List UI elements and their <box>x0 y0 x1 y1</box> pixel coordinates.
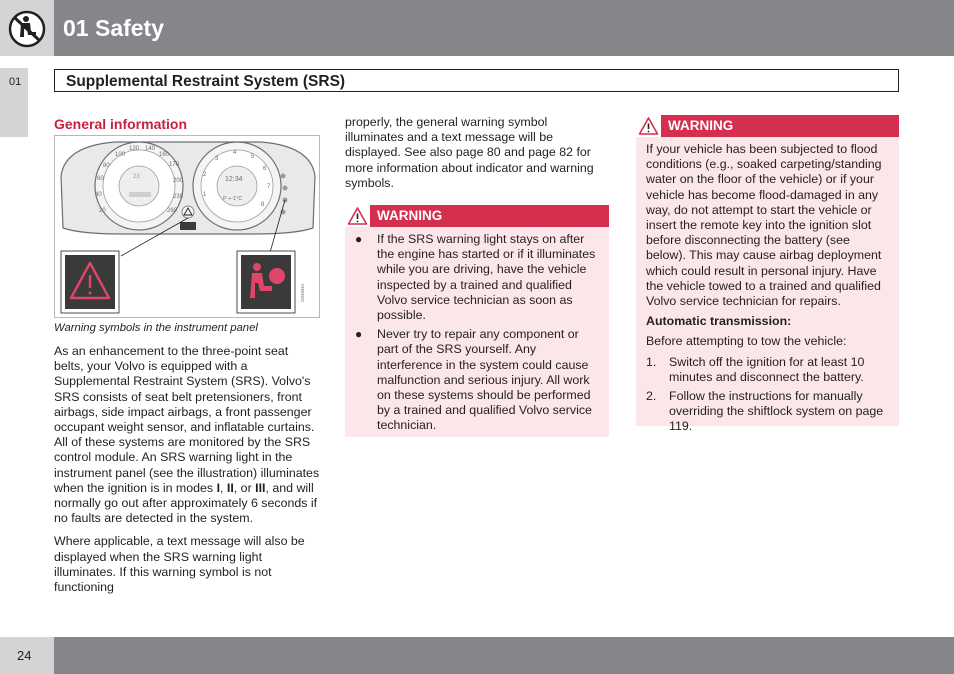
svg-text:170: 170 <box>169 162 180 168</box>
svg-text:3: 3 <box>215 156 219 162</box>
svg-text:60: 60 <box>97 176 104 182</box>
warning-triangle-icon <box>61 251 119 313</box>
svg-text:7: 7 <box>267 184 271 190</box>
svg-text:100: 100 <box>115 152 126 158</box>
header-bar <box>54 0 954 56</box>
svg-text:1: 1 <box>203 192 207 198</box>
warning-box <box>636 115 899 434</box>
svg-text:160: 160 <box>159 152 170 158</box>
page-title: 01 Safety <box>63 15 165 41</box>
warning-bullet-list <box>345 227 609 434</box>
svg-text:140: 140 <box>145 146 156 152</box>
svg-text:200: 200 <box>173 178 184 184</box>
page-number: 24 <box>17 648 32 663</box>
header-icon-area <box>0 0 54 56</box>
svg-text:80: 80 <box>103 163 110 169</box>
list-item: ● Never try to repair any component or part of the SRS yourself. Any interference in the system could cause malfunction and serious injury. All work on these systems should be performed by a trained and qualified Volvo service technician. <box>355 327 592 433</box>
section-header <box>54 69 899 92</box>
warning-header <box>636 115 899 137</box>
figure-caption: Warning symbols in the instrument panel <box>54 322 258 334</box>
warning-triangle-icon <box>638 116 659 136</box>
svg-text:230: 230 <box>173 194 184 200</box>
column-1-body <box>54 344 320 603</box>
svg-text:P +-1°C: P +-1°C <box>223 196 243 202</box>
numbered-list <box>646 355 890 435</box>
section-title: Supplemental Restraint System (SRS) <box>66 73 346 90</box>
list-item: 2. Follow the instructions for manually overriding the shiftlock system on page 119. <box>646 389 884 434</box>
svg-text:12:34: 12:34 <box>225 176 243 183</box>
warning-label: WARNING <box>377 208 443 223</box>
warning-triangle-icon <box>347 206 368 226</box>
warning-intro: Before attempting to tow the vehicle: <box>646 334 847 349</box>
svg-text:23: 23 <box>133 174 140 180</box>
svg-text:6: 6 <box>263 166 267 172</box>
body-paragraph: Where applicable, a text message will also be displayed when the SRS warning light illuminates. If this warning symbol is not functioning <box>54 534 305 595</box>
svg-text:4: 4 <box>233 150 237 156</box>
chapter-tab-label: 01 <box>9 76 22 88</box>
bullet-icon: ● <box>355 327 363 342</box>
seatbelt-prohibited-icon <box>8 10 46 48</box>
srs-airbag-icon <box>237 251 295 313</box>
svg-text:20: 20 <box>99 208 106 214</box>
svg-text:260: 260 <box>167 208 178 214</box>
figure-code: G045561 <box>300 283 305 302</box>
warning-body <box>636 137 899 435</box>
column-2-paragraph: properly, the general warning symbol illuminates and a text message will be displayed. See also page 80 and page 82 for more information about indicator and warning symbols. <box>345 115 594 190</box>
warning-header <box>345 205 609 227</box>
warning-label: WARNING <box>668 118 734 133</box>
instrument-panel-figure <box>54 135 320 318</box>
svg-text:2: 2 <box>203 172 207 178</box>
svg-text:120: 120 <box>129 146 140 152</box>
list-item: ● If the SRS warning light stays on after the engine has started or if it illuminates while you are driving, have the vehicle inspected by a trained and qualified Volvo service technician as soon as possible. <box>355 232 596 323</box>
warning-box <box>345 205 609 437</box>
instrument-panel-illustration <box>55 136 320 318</box>
subsection-heading: General information <box>54 116 188 132</box>
warning-subheading: Automatic transmission: <box>646 314 792 329</box>
footer-bar <box>54 637 954 674</box>
svg-text:5: 5 <box>251 154 255 160</box>
svg-text:40: 40 <box>95 192 102 198</box>
body-paragraph: As an enhancement to the three-point seat belts, your Volvo is equipped with a Supplemental Restraint System (SRS). Volvo's SRS consists of seat belt pretensioners, front airbags, side impact airbags, a front passenger occupant weight sensor, and inflatable curtains. All of these systems are monitored by the SRS control module. An SRS warning light in the instrument panel (see the illustration) illuminates when the ignition is in modes I, II, or III, and will normally go out after approximately 6 seconds if no faults are detected in the system. <box>54 344 320 526</box>
svg-text:8: 8 <box>261 202 265 208</box>
warning-paragraph: If your vehicle has been subjected to flood conditions (e.g., soaked carpeting/standing water on the floor of the vehicle) or if your vehicle has become flood-damaged in any way, do not attempt to start the vehicle or insert the remote key into the ignition slot before disconnecting the battery (see below). This may cause airbag deployment which could result in personal injury. Have the vehicle towed to a trained and qualified Volvo service technician for repairs. <box>646 142 882 309</box>
bullet-icon: ● <box>355 232 363 246</box>
list-item: 1. Switch off the ignition for at least 10 minutes and disconnect the battery. <box>646 354 865 384</box>
